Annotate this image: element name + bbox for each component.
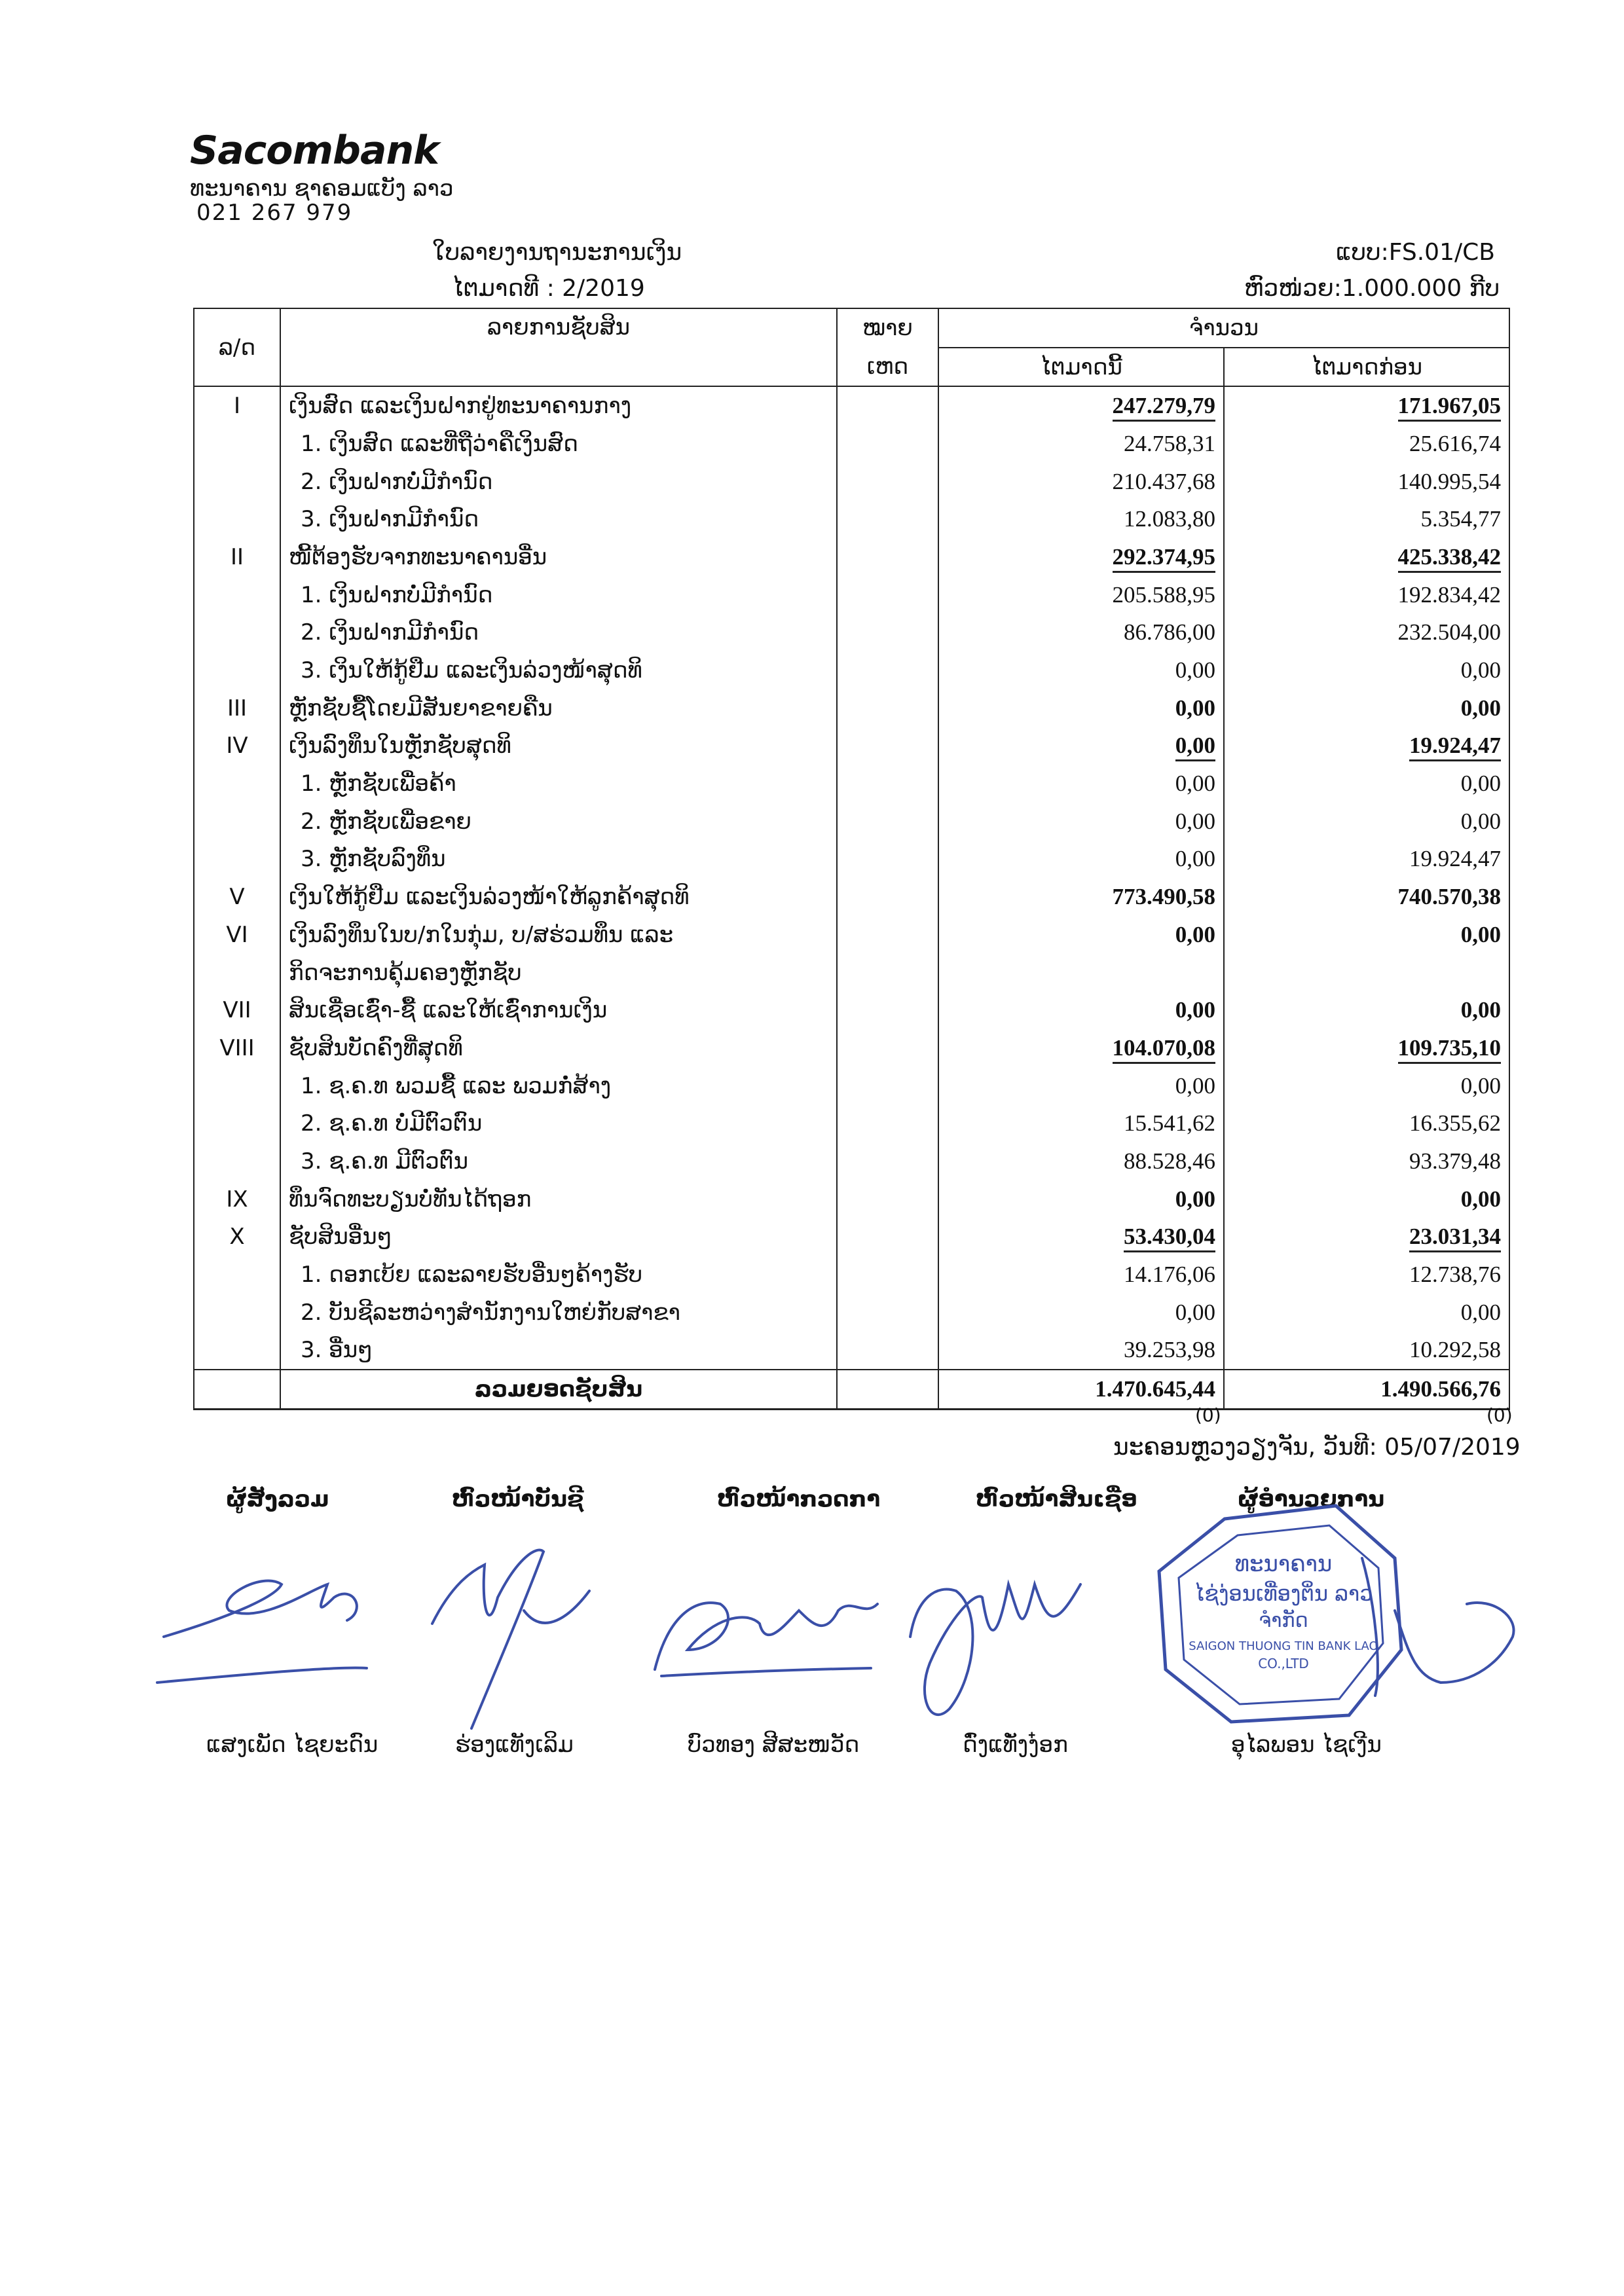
company-stamp [1159,1506,1401,1722]
amount-value: 0,00 [1175,695,1215,721]
row-number: IX [194,1180,280,1218]
amount-value: 12.738,76 [1409,1262,1501,1288]
row-item: 1. ເງິນຝາກບໍ່ມີກຳນົດ [280,576,837,614]
signature-chief-accountant [432,1550,589,1728]
amount-value: 232.504,00 [1397,619,1501,646]
row-number: X [194,1218,280,1256]
header-note-2: ເຫດ [837,348,938,387]
amount-value: 0,00 [1460,1186,1501,1212]
role-preparer: ຜູ້ສັງລວມ [226,1486,329,1512]
row-item: ໜີ້ຕ້ອງຮັບຈາກທະນາຄານອື່ນ [280,538,837,576]
amount-value: 0,00 [1175,1186,1215,1212]
amount-value: 0,00 [1175,997,1215,1023]
row-number: VIII [194,1029,280,1067]
amount-value: 0,00 [1460,921,1501,947]
row-item: ຊັບສິນອື່ນໆ [280,1218,837,1256]
signature-preparer [157,1581,367,1683]
bank-phone: 021 267 979 [196,200,353,226]
amount-value: 192.834,42 [1397,581,1501,608]
bank-subtitle: ທະນາຄານ ຊາຄອມແບັງ ລາວ [190,175,454,202]
amount-value: 93.379,48 [1409,1148,1501,1174]
header-note-1: ໝາຍ [837,308,938,348]
amount-value: 24.758,31 [1124,430,1215,456]
amount-value: 109.735,10 [1398,1035,1502,1064]
row-item: 3. ເງິນໃຫ້ກູ້ຢືມ ແລະເງິນລ່ວງໜ້າສຸດທິ [280,651,837,689]
amount-value: 10.292,58 [1409,1337,1501,1363]
role-director: ຜູ້ອຳນວຍການ [1238,1486,1385,1512]
role-head-credit: ຫົວໜ້າສິນເຊື່ອ [976,1486,1137,1512]
amount-value: 104.070,08 [1113,1035,1216,1064]
amount-value: 88.528,46 [1124,1148,1215,1174]
signature-director [1362,1558,1514,1696]
stamp-line-3: ຈຳກັດ [1259,1609,1308,1632]
bank-logo: Sacombank [190,128,439,173]
amount-value: 140.995,54 [1397,468,1501,494]
amount-value: 86.786,00 [1124,619,1215,646]
amount-value: 0,00 [1175,1072,1215,1099]
row-number: III [194,689,280,727]
amount-value: 205.588,95 [1112,581,1215,608]
total-current: 1.470.645,44 [938,1370,1224,1409]
amount-value: 12.083,80 [1124,506,1215,532]
amount-value: 0,00 [1460,1072,1501,1099]
amount-value: 0,00 [1460,808,1501,834]
total-previous: 1.490.566,76 [1224,1370,1509,1409]
row-number: VII [194,991,280,1029]
amount-value: 292.374,95 [1113,544,1216,573]
report-title: ໃບລາຍງານຖານະການເງິນ [432,239,682,266]
role-chief-accountant: ຫົວໜ້າບັນຊີ [452,1486,584,1512]
amount-value: 25.616,74 [1409,430,1501,456]
amount-value: 171.967,05 [1398,393,1502,422]
amount-value: 19.924,47 [1409,733,1501,761]
row-item: ເງິນລົງທຶນໃນບ/ກໃນກຸ່ມ, ບ/ສຮ່ວມທຶນ ແລະ [280,916,837,954]
signature-head-audit [655,1603,877,1676]
amount-value: 14.176,06 [1124,1262,1215,1288]
row-number: IV [194,727,280,765]
amount-value: 53.430,04 [1124,1224,1215,1252]
row-item: ສິນເຊື່ອເຊົ່າ-ຊື້ ແລະໃຫ້ເຊົ່າການເງິນ [280,991,837,1029]
amount-value: 23.031,34 [1409,1224,1501,1252]
row-item: 2. ເງິນຝາກບໍ່ມີກຳນົດ [280,463,837,501]
name-head-credit: ດົ່ງແທັ່ງງ໋ອກ [963,1732,1068,1758]
row-item: ກິດຈະການຄຸ້ມຄອງຫຼັກຊັບ [280,954,837,992]
row-item: 2. ເງິນຝາກມີກຳນົດ [280,614,837,652]
row-item: ຫຼັກຊັບຊື້ໂດຍມີສັນຍາຂາຍຄືນ [280,689,837,727]
row-item: 2. ຫຼັກຊັບເພື່ອຂາຍ [280,803,837,841]
row-item: 3. ຊ.ຄ.ທ ມີຕົວຕົນ [280,1142,837,1180]
name-head-audit: ບົວທອງ ສີສະໜວັດ [688,1732,860,1758]
amount-value: 425.338,42 [1398,544,1502,573]
amount-value: 0,00 [1460,997,1501,1023]
row-number: VI [194,916,280,954]
row-item: 1. ດອກເບ້ຍ ແລະລາຍຮັບອື່ນໆຄ້າງຮັບ [280,1256,837,1294]
row-item: 2. ຊ.ຄ.ທ ບໍ່ມີຕົວຕົນ [280,1104,837,1142]
row-number: V [194,878,280,916]
row-number: II [194,538,280,576]
row-item: 1. ຊ.ຄ.ທ ພວມຊື້ ແລະ ພວມກໍ່ສ້າງ [280,1067,837,1105]
amount-value: 0,00 [1460,771,1501,797]
stamp-line-1: ທະນາຄານ [1234,1551,1333,1577]
row-item: 3. ຫຼັກຊັບລົງທຶນ [280,841,837,879]
header-item: ລາຍການຊັບສິນ [280,308,837,386]
row-item: ເງິນສົດ ແລະເງິນຝາກຢູ່ທະນາຄານກາງ [280,386,837,425]
header-no: ລ/ດ [194,308,280,386]
header-amount: ຈຳນວນ [938,308,1509,348]
amount-value: 0,00 [1175,657,1215,683]
report-period: ໄຕມາດທີ : 2/2019 [452,275,645,302]
amount-value: 5.354,77 [1420,506,1501,532]
amount-value: 0,00 [1175,921,1215,947]
amount-value: 247.279,79 [1113,393,1216,422]
row-item: ທຶນຈົດທະບຽນບໍ່ທັນໄດ້ຖອກ [280,1180,837,1218]
name-chief-accountant: ຮ່ອງແທັງເລິມ [455,1732,574,1758]
amount-value: 0,00 [1460,695,1501,721]
row-item: ເງິນໃຫ້ກູ້ຢືມ ແລະເງິນລ່ວງໜ້າໃຫ້ລູກຄ້າສຸດທິ [280,878,837,916]
amount-value: 0,00 [1175,808,1215,834]
unit-note: ຫົວໜ່ວຍ:1.000.000 ກີບ [1244,275,1500,302]
amount-value: 0,00 [1175,771,1215,797]
amount-value: 773.490,58 [1112,884,1215,910]
row-number: I [194,386,280,425]
role-head-audit: ຫົວໜ້າກວດກາ [717,1486,881,1512]
stamp-line-2: ໄຊ່ງ່ອນເທື່ອງຕິ່ນ ລາວ [1194,1581,1373,1606]
signature-head-credit [910,1584,1080,1715]
amount-value: 0,00 [1175,1299,1215,1325]
amount-value: 19.924,47 [1409,846,1501,872]
form-code: ແບບ:FS.01/CB [1336,239,1495,266]
amount-value: 0,00 [1175,846,1215,872]
total-label: ລວມຍອດຊັບສິນ [280,1370,837,1409]
amount-value: 0,00 [1460,657,1501,683]
row-item: ເງິນລົງທຶນໃນຫຼັກຊັບສຸດທິ [280,727,837,765]
check-previous: (0) [1486,1404,1513,1426]
amount-value: 0,00 [1460,1299,1501,1325]
amount-value: 740.570,38 [1397,884,1501,910]
amount-value: 15.541,62 [1124,1110,1215,1137]
name-preparer: ແສງເພັດ ໄຊຍະດົນ [206,1732,378,1758]
name-director: ອຸໄລພອນ ໄຊເງີນ [1231,1732,1382,1758]
amount-value: 0,00 [1175,733,1215,761]
place-date: ນະຄອນຫຼວງວຽງຈັນ, ວັນທີ: 05/07/2019 [1113,1434,1521,1461]
row-item: 2. ບັນຊີລະຫວ່າງສຳນັກງານໃຫຍ່ກັບສາຂາ [280,1294,837,1332]
check-current: (0) [1195,1404,1221,1426]
header-previous: ໄຕມາດກ່ອນ [1224,348,1509,387]
amount-value: 39.253,98 [1124,1337,1215,1363]
stamp-line-5: CO.,LTD [1258,1656,1309,1671]
row-item: 1. ຫຼັກຊັບເພື່ອຄ້າ [280,765,837,803]
row-item: 3. ເງິນຝາກມີກຳນົດ [280,500,837,538]
row-item: 3. ອື່ນໆ [280,1332,837,1370]
header-current: ໄຕມາດນີ້ [938,348,1224,387]
row-item: ຊັບສິນບັດຄົງທີ່ສຸດທິ [280,1029,837,1067]
amount-value: 16.355,62 [1409,1110,1501,1137]
stamp-line-4: SAIGON THUONG TIN BANK LAO [1189,1639,1378,1653]
amount-value: 210.437,68 [1112,468,1215,494]
row-item: 1. ເງິນສົດ ແລະທີ່ຖືວ່າຄືເງິນສົດ [280,425,837,463]
